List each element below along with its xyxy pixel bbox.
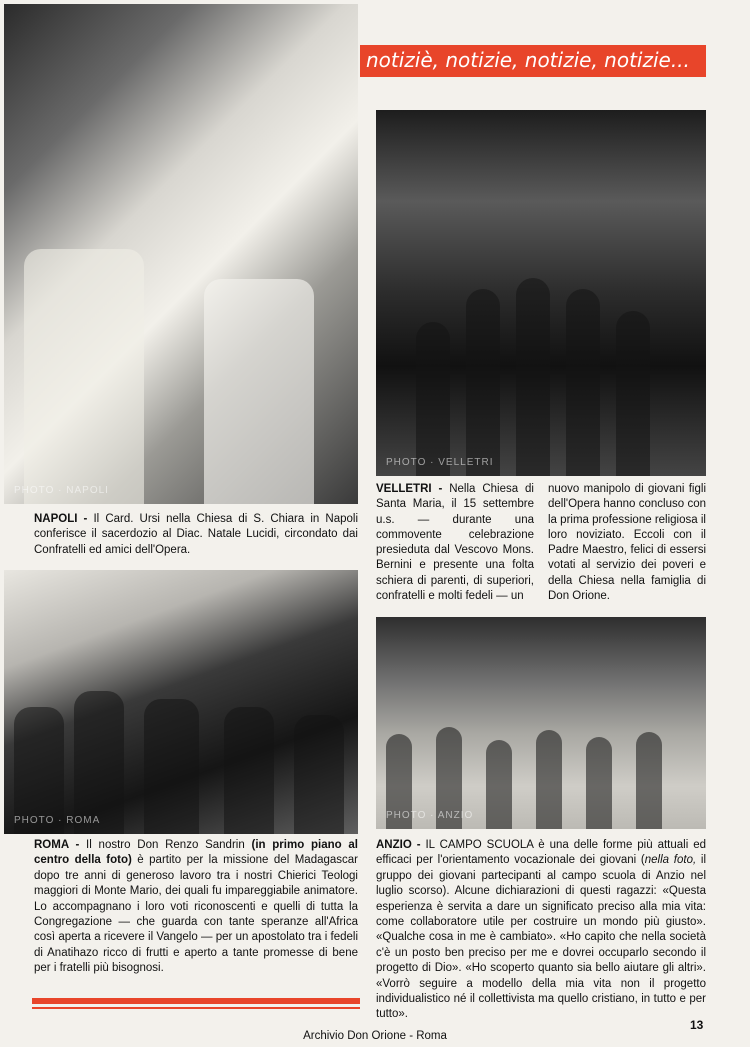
caption-text: Il Card. Ursi nella Chiesa di S. Chiara in Napoli conferisce il sacerdozio al Diac. Natale Lucidi, circondato dai Confratelli ed amici dell'Opera. (34, 513, 358, 556)
caption-italic: nella foto, (644, 854, 697, 867)
footer-red-bar (32, 998, 360, 1004)
photo-velletri-group (376, 110, 706, 476)
photo-label: PHOTO · ANZIO (386, 810, 474, 821)
caption-text: Nella Chiesa di Santa Maria, il 15 settembre u.s. — durante una commovente celebrazione presieduta dal Vescovo Mons. Bernini e presente una folta schiera di parenti, di superiori, confratelli e molti fedeli — un (376, 483, 534, 603)
footer-red-rule (32, 1007, 360, 1009)
caption-text: è partito per la missione del Madagascar dopo tre anni di generoso lavoro tra i nostri Chierici Teologi maggiori di Monte Mario, dei quali fu impareggiabile animatore. Lo accompagnano i loro voti riconoscenti e quelli di tutta la Congregazione — che guarda con tante speranze all'Africa così aperta a ricevere il Vangelo — per un apostolato tra i fedeli di Anatihazo ricco di frutti e aperto a tante promesse di bene per i fratelli più bisognosi. (34, 854, 359, 975)
caption-velletri-col1 (376, 482, 534, 604)
page-number: 13 (690, 1018, 704, 1032)
caption-bold: (in primo piano al centro della foto) (34, 839, 358, 867)
caption-text: nuovo manipolo di giovani figli dell'Opera hanno concluso con la prima professione religiosa il loro noviziato. Eccoli con il Padre Maestro, felici di essersi votati al servizio dei poveri e della Chiesa nella famiglia di Don Orione. (548, 483, 706, 603)
photo-label: PHOTO · NAPOLI (14, 485, 109, 496)
photo-label: PHOTO · ROMA (14, 815, 101, 826)
caption-anzio (376, 838, 706, 1023)
news-banner (360, 45, 706, 77)
caption-text: IL CAMPO SCUOLA è una delle forme più attuali ed efficaci per l'orientamento vocazionale dei giovani ( (376, 839, 706, 867)
caption-place: ANZIO - (376, 839, 421, 851)
caption-velletri-col2 (548, 482, 706, 604)
caption-text: il gruppo dei giovani partecipanti al campo scuola di Anzio nel luglio scorso). Alcune dichiarazioni di questi ragazzi: «Questa esperienza è servita a dare un significato preciso alla mia vita: come collaboratore utile per costruire un mondo più giusto». «Qualche cosa in me è cambiato». «Ho capito che nella società c'è un posto ben preciso per me e dovrei occuparlo secondo il progetto di Dio». «Ho scoperto quanto sia bello aiutare gli altri». «Vorrò seguire a modello della mia vita non il progetto individualistico né il collettivista ma quello cristiano, in tutto e per tutto». (376, 854, 707, 1021)
photo-roma-group (4, 570, 358, 834)
photo-anzio-camp (376, 617, 706, 829)
photo-label: PHOTO · VELLETRI (386, 457, 494, 468)
photo-figures (4, 676, 358, 834)
photo-figures (376, 256, 706, 476)
archive-credit: Archivio Don Orione - Roma (303, 1030, 447, 1042)
caption-place: ROMA - (34, 839, 80, 851)
caption-roma (34, 838, 358, 977)
caption-napoli (34, 512, 358, 558)
banner-title: notiziè, notizie, notizie, notizie... (366, 48, 690, 72)
caption-text: Il nostro Don Renzo Sandrin (86, 839, 245, 851)
caption-place: VELLETRI - (376, 483, 443, 495)
photo-figures (4, 204, 358, 504)
photo-napoli-ordination (4, 4, 358, 504)
caption-place: NAPOLI - (34, 513, 88, 525)
